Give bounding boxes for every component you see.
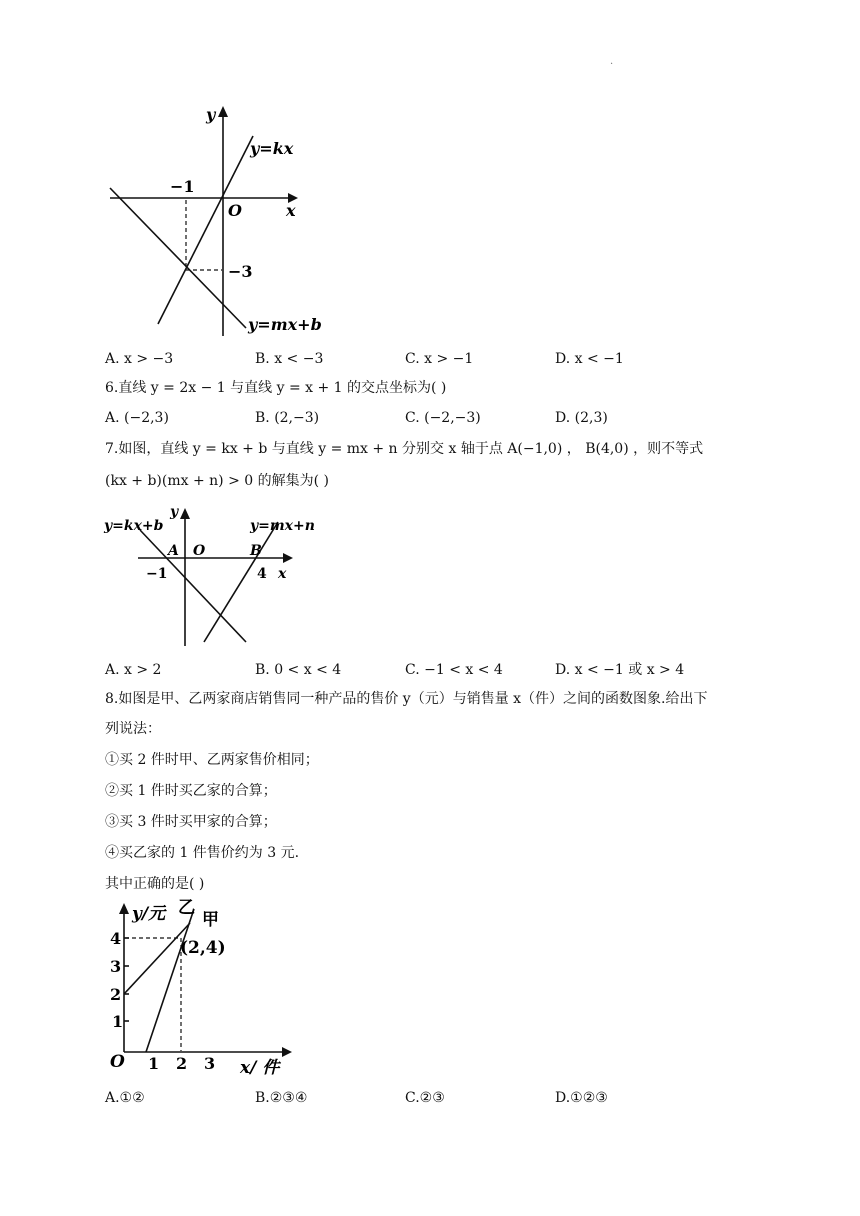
q7-label-mx-n: y=mx+n	[250, 518, 315, 534]
q5-tick-y: −3	[228, 262, 253, 281]
q7-stem-line1: 7.如图，直线 y = kx + b 与直线 y = mx + n 分别交 x 轴于点 A(−1,0) ， B(4,0) ，则不等式	[105, 441, 704, 457]
q7-origin-label: O	[193, 543, 206, 559]
q7-option-a[interactable]: A. x > 2	[105, 662, 162, 678]
q8-statement-1: ①买 2 件时甲、乙两家售价相同；	[105, 752, 319, 768]
q8-label-yi: 乙	[178, 898, 195, 918]
q5-option-c[interactable]: C. x > −1	[405, 351, 474, 367]
q7-line-mx-n	[204, 522, 278, 642]
q8-option-a[interactable]: A.①②	[105, 1090, 145, 1106]
q7-x-axis-label: x	[278, 566, 287, 582]
q7-stem-line2: (kx + b)(mx + n) > 0 的解集为( )	[105, 473, 329, 489]
q8-y-axis-label: y/元	[132, 904, 166, 924]
q8-y-tick-label-2: 2	[110, 985, 122, 1004]
q8-line-yi	[124, 923, 190, 994]
q8-statement-2: ②买 1 件时买乙家的合算；	[105, 783, 277, 799]
q8-line-jia	[146, 909, 194, 1052]
q7-point-a-label: A	[168, 543, 179, 559]
q8-x-tick-label-3: 3	[204, 1054, 216, 1073]
q7-x-arrow	[283, 553, 293, 563]
q7-y-arrow	[180, 508, 190, 519]
q5-line-kx	[158, 136, 253, 324]
q8-option-b[interactable]: B.②③④	[255, 1090, 308, 1106]
q5-origin-label: O	[228, 201, 242, 220]
q8-option-c[interactable]: C.②③	[405, 1090, 445, 1106]
q8-question: 其中正确的是( )	[105, 876, 205, 892]
q5-tick-x: −1	[170, 177, 195, 196]
q8-y-arrow	[119, 903, 129, 914]
q5-figure	[100, 96, 340, 346]
q8-y-tick-label-3: 3	[110, 957, 122, 976]
q8-origin-label: O	[110, 1052, 125, 1072]
q5-x-axis-label: x	[286, 201, 296, 220]
q8-y-tick-label-4: 4	[110, 929, 122, 948]
q8-statement-4: ④买乙家的 1 件售价约为 3 元.	[105, 845, 300, 861]
q8-label-jia: 甲	[202, 910, 219, 930]
q5-label-mx: y=mx+b	[248, 315, 322, 334]
q6-option-b[interactable]: B. (2,−3)	[255, 410, 320, 426]
q7-point-b-label: B	[250, 543, 262, 559]
q8-option-d[interactable]: D.①②③	[555, 1090, 608, 1106]
q8-y-tick-label-1: 1	[112, 1012, 124, 1031]
q7-option-d[interactable]: D. x < −1 或 x > 4	[555, 662, 685, 678]
q7-option-b[interactable]: B. 0 < x < 4	[255, 662, 342, 678]
q5-option-a[interactable]: A. x > −3	[105, 351, 174, 367]
q5-option-b[interactable]: B. x < −3	[255, 351, 324, 367]
q5-line-mx	[110, 188, 246, 328]
q7-figure	[100, 500, 320, 650]
q7-tick-a: −1	[146, 566, 168, 582]
q6-option-d[interactable]: D. (2,3)	[555, 410, 608, 426]
q8-x-axis-label: x/ 件	[240, 1058, 280, 1078]
q5-y-axis-label: y	[206, 105, 216, 124]
q5-y-arrow	[218, 106, 228, 117]
q6-option-a[interactable]: A. (−2,3)	[105, 410, 169, 426]
q8-x-tick-label-1: 1	[148, 1054, 160, 1073]
q7-y-axis-label: y	[170, 504, 179, 520]
q8-figure	[108, 895, 308, 1085]
q5-label-kx: y=kx	[250, 139, 294, 158]
q8-stem-line2: 列说法：	[105, 721, 161, 737]
q6-option-c[interactable]: C. (−2,−3)	[405, 410, 481, 426]
q8-statement-3: ③买 3 件时买甲家的合算；	[105, 814, 277, 830]
q7-tick-b: 4	[257, 566, 267, 582]
q7-option-c[interactable]: C. −1 < x < 4	[405, 662, 503, 678]
page-marker: .	[610, 56, 614, 67]
q8-x-tick-label-2: 2	[176, 1054, 188, 1073]
q5-option-d[interactable]: D. x < −1	[555, 351, 624, 367]
q6-stem: 6.直线 y = 2x − 1 与直线 y = x + 1 的交点坐标为( )	[105, 380, 447, 396]
q8-point-label: (2,4)	[180, 938, 226, 958]
q8-x-arrow	[282, 1047, 292, 1057]
q8-stem-line1: 8.如图是甲、乙两家商店销售同一种产品的售价 y（元）与销售量 x（件）之间的函数图象.给出下	[105, 691, 708, 707]
q7-label-kx-b: y=kx+b	[104, 518, 164, 534]
